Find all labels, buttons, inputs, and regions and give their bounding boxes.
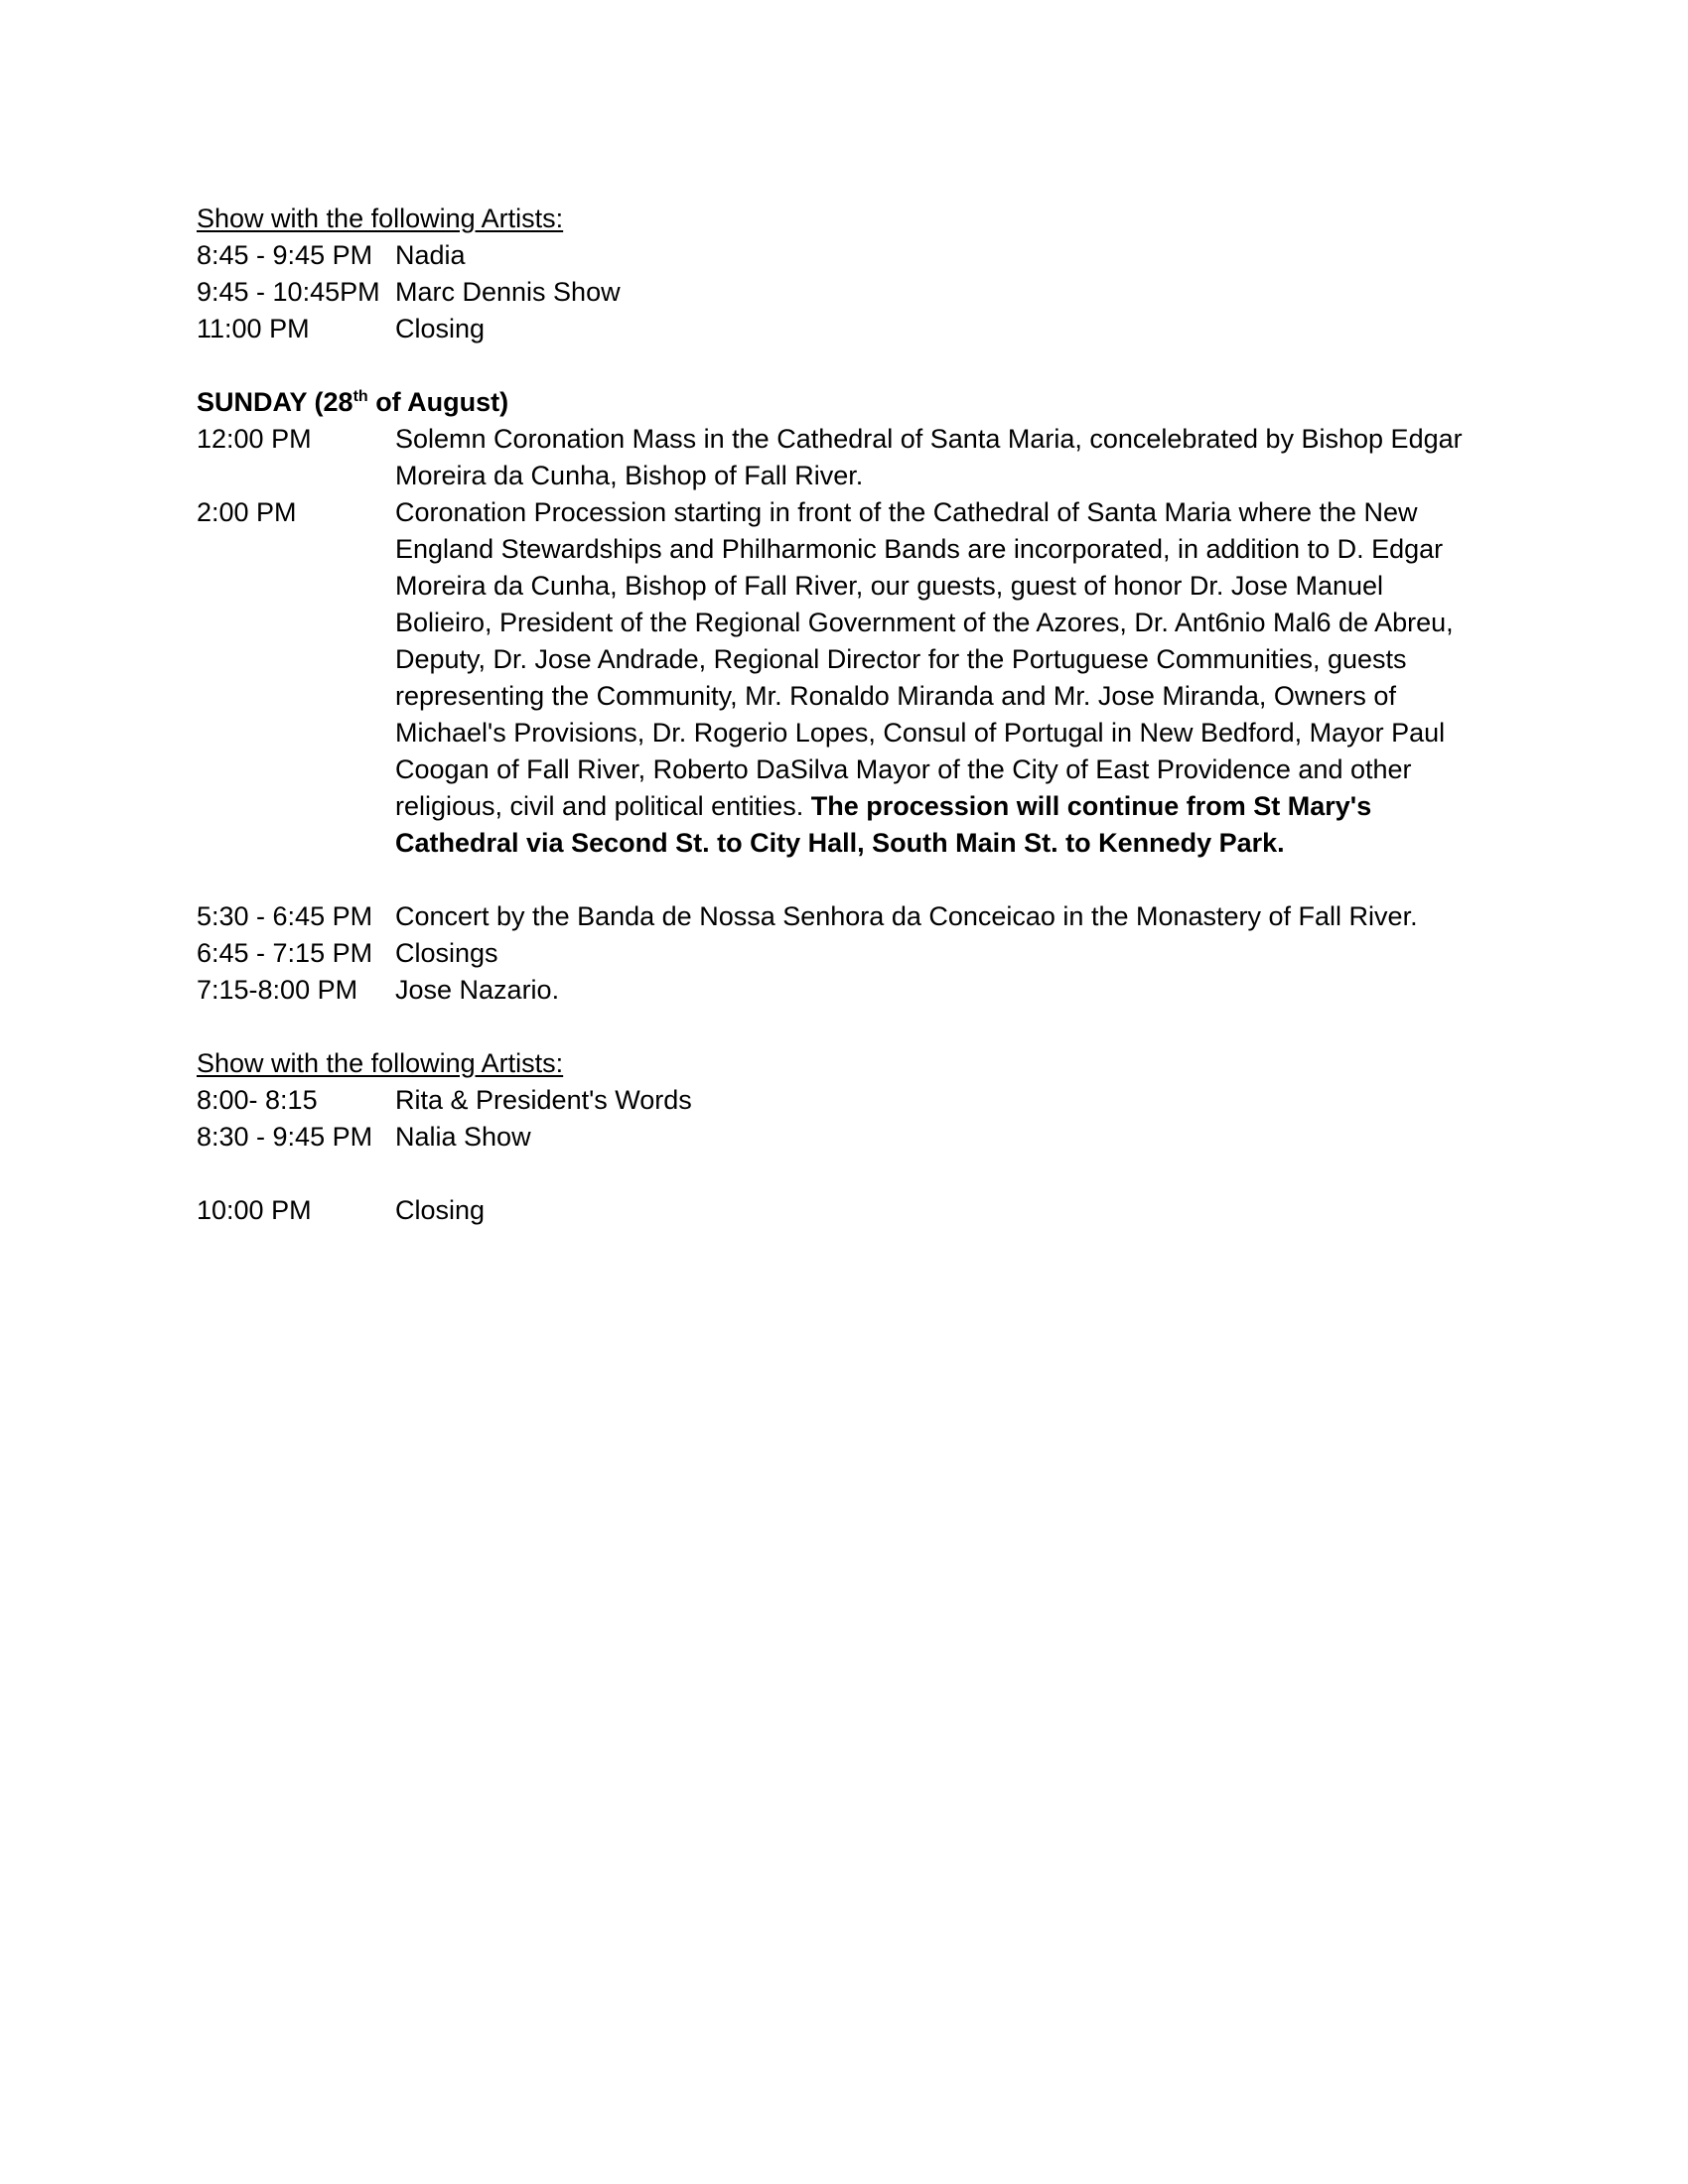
schedule-time: 6:45 - 7:15 PM — [197, 938, 373, 968]
schedule-desc: Concert by the Banda de Nossa Senhora da Conceicao in the Monastery of Fall River. — [395, 901, 1418, 931]
schedule-content — [197, 201, 1487, 1229]
schedule-desc: Closing — [395, 1195, 486, 1225]
schedule-row-final-closing — [197, 1192, 1487, 1229]
procession-route-text: The procession will continue from St Mary's Cathedral via Second St. to City Hall, South Main St. to Kennedy Park. — [395, 791, 1372, 858]
schedule-row — [197, 311, 1487, 347]
schedule-row — [197, 972, 1487, 1009]
schedule-row — [197, 237, 1487, 274]
schedule-time: 11:00 PM — [197, 314, 310, 343]
schedule-time: 8:45 - 9:45 PM — [197, 240, 373, 270]
schedule-row — [197, 935, 1487, 972]
schedule-desc: Nalia Show — [395, 1122, 531, 1152]
schedule-row-procession — [197, 494, 1487, 862]
spacer — [197, 862, 1487, 898]
schedule-row — [197, 274, 1487, 311]
procession-desc-text: Coronation Procession starting in front of the Cathedral of Santa Maria where the New England Stewardships and Philharmonic Bands are incorporated, in addition to D. Edgar Moreira da Cunha, Bishop of Fall River, our guests, guest of honor Dr. Jose Manuel Bolieiro, President of the Regional Government of the Azores, Dr. Ant6nio Mal6 de Abreu, Deputy, Dr. Jose Andrade, Regional Director for the Portuguese Communities, guests representing the Community, Mr. Ronaldo Miranda and Mr. Jose Miranda, Owners of Michael's Provisions, Dr. Rogerio Lopes, Consul of Portugal in New Bedford, Mayor Paul Coogan of Fall River, Roberto DaSilva Mayor of the City of East Providence and other religious, civil and political entities. — [395, 497, 1454, 821]
spacer — [197, 347, 1487, 384]
schedule-desc: Marc Dennis Show — [395, 277, 621, 307]
schedule-desc: Nadia — [395, 240, 466, 270]
schedule-time: 10:00 PM — [197, 1195, 312, 1225]
procession-desc — [395, 494, 1477, 862]
schedule-time: 8:00- 8:15 — [197, 1085, 318, 1115]
schedule-desc: Closing — [395, 314, 486, 343]
sunday-show-heading: Show with the following Artists: — [197, 1048, 564, 1078]
day-title-prefix: SUNDAY (28 — [197, 387, 353, 417]
schedule-row — [197, 1119, 1487, 1156]
day-title-suffix: of August) — [367, 387, 509, 417]
schedule-time: 5:30 - 6:45 PM — [197, 901, 373, 931]
spacer — [197, 1156, 1487, 1192]
spacer — [197, 1009, 1487, 1045]
schedule-desc: Closings — [395, 938, 498, 968]
schedule-row — [197, 1082, 1487, 1119]
schedule-row-mass — [197, 421, 1487, 494]
schedule-time: 2:00 PM — [197, 497, 297, 527]
schedule-row — [197, 898, 1487, 935]
schedule-time: 8:30 - 9:45 PM — [197, 1122, 373, 1152]
sunday-day-title — [197, 384, 1487, 421]
schedule-desc: Jose Nazario. — [395, 975, 560, 1005]
schedule-desc: Solemn Coronation Mass in the Cathedral of Santa Maria, concelebrated by Bishop Edgar Moreira da Cunha, Bishop of Fall River. — [395, 424, 1463, 490]
saturday-show-heading: Show with the following Artists: — [197, 204, 564, 233]
schedule-time: 12:00 PM — [197, 424, 312, 454]
schedule-desc: Rita & President's Words — [395, 1085, 692, 1115]
schedule-time: 9:45 - 10:45PM — [197, 277, 380, 307]
schedule-time: 7:15-8:00 PM — [197, 975, 358, 1005]
day-title-superscript: th — [352, 388, 368, 405]
